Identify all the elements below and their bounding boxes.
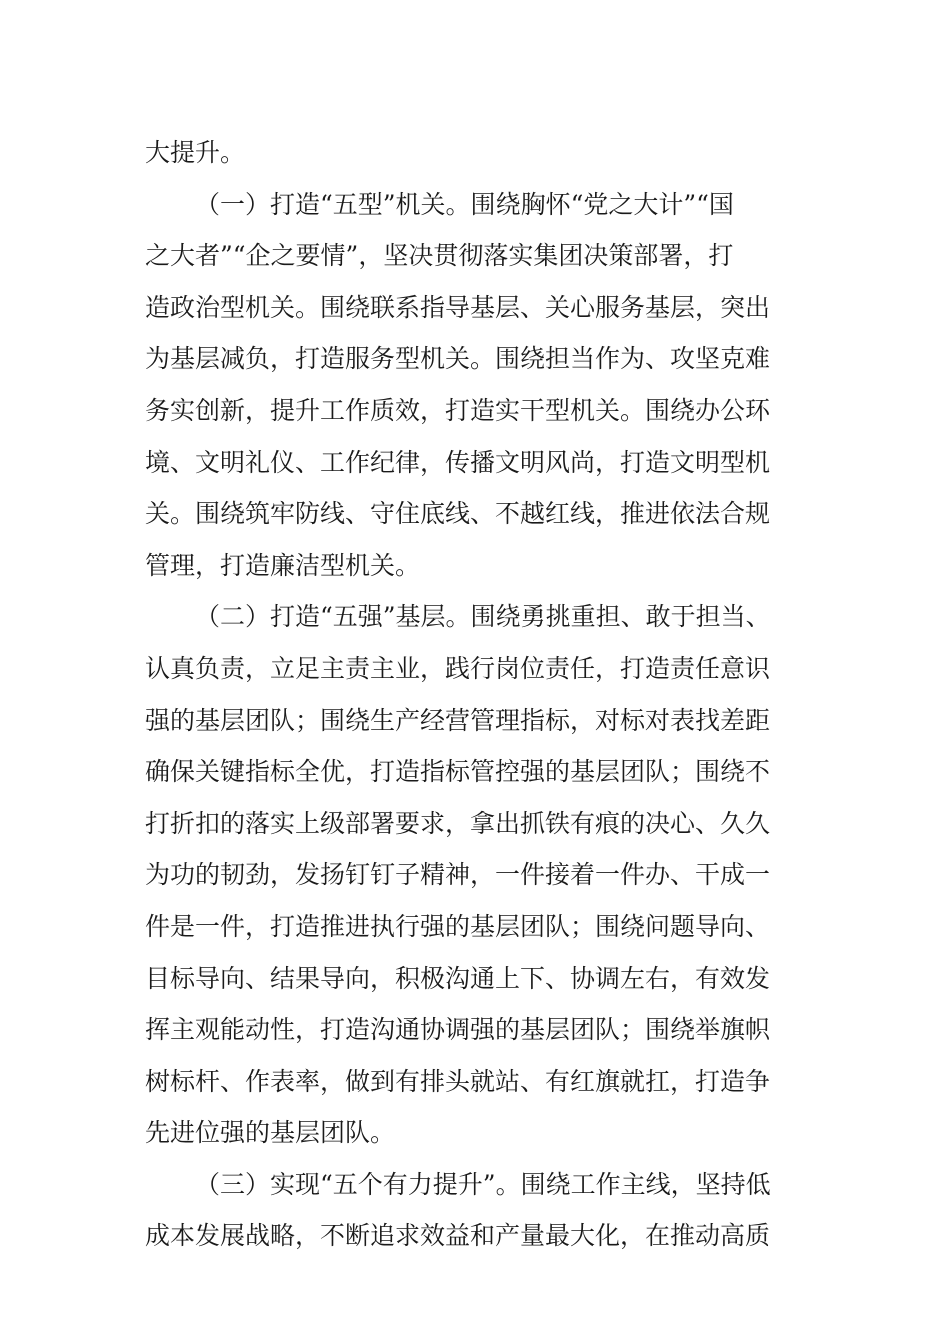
text-line: 挥主观能动性，打造沟通协调强的基层团队；围绕举旗帜 [145, 1015, 771, 1045]
text-line: 大提升。 [145, 138, 246, 167]
text-line: 打折扣的落实上级部署要求，拿出抓铁有痕的决心、久久 [145, 808, 771, 838]
text-line: 强的基层团队；围绕生产经营管理指标，对标对表找差距 [145, 705, 771, 735]
text-line: 造政治型机关。围绕联系指导基层、关心服务基层，突出 [145, 292, 771, 322]
text-line: 认真负责，立足主责主业，践行岗位责任，打造责任意识 [145, 653, 771, 683]
text-line: 境、文明礼仪、工作纪律，传播文明风尚，打造文明型机 [145, 447, 771, 477]
text-line: 为功的韧劲，发扬钉钉子精神，一件接着一件办、干成一 [145, 860, 771, 890]
paragraph-first-line: （二）打造“五强”基层。围绕勇挑重担、敢于担当、 [195, 602, 771, 632]
paragraph-first-line: （一）打造“五型”机关。围绕胸怀“党之大计”“国 [195, 189, 734, 219]
text-line: 树标杆、作表率，做到有排头就站、有红旗就扛，打造争 [145, 1066, 771, 1096]
text-line: 先进位强的基层团队。 [145, 1118, 396, 1148]
text-line: 之大者”“企之要情”，坚决贯彻落实集团决策部署，打 [145, 241, 734, 271]
paragraph-first-line: （三）实现“五个有力提升”。围绕工作主线，坚持低 [195, 1169, 771, 1199]
text-line: 成本发展战略，不断追求效益和产量最大化，在推动高质 [145, 1221, 771, 1251]
text-line: 为基层减负，打造服务型机关。围绕担当作为、攻坚克难 [145, 344, 771, 374]
text-line: 件是一件，打造推进执行强的基层团队；围绕问题导向、 [145, 911, 771, 941]
text-line: 务实创新，提升工作质效，打造实干型机关。围绕办公环 [145, 395, 771, 425]
text-line: 确保关键指标全优，打造指标管控强的基层团队；围绕不 [145, 757, 771, 787]
text-line: 管理，打造廉洁型机关。 [145, 550, 421, 580]
text-line: 目标导向、结果导向，积极沟通上下、协调左右，有效发 [145, 963, 771, 993]
document-body [145, 127, 815, 1262]
text-line: 关。围绕筑牢防线、守住底线、不越红线，推进依法合规 [145, 499, 771, 529]
